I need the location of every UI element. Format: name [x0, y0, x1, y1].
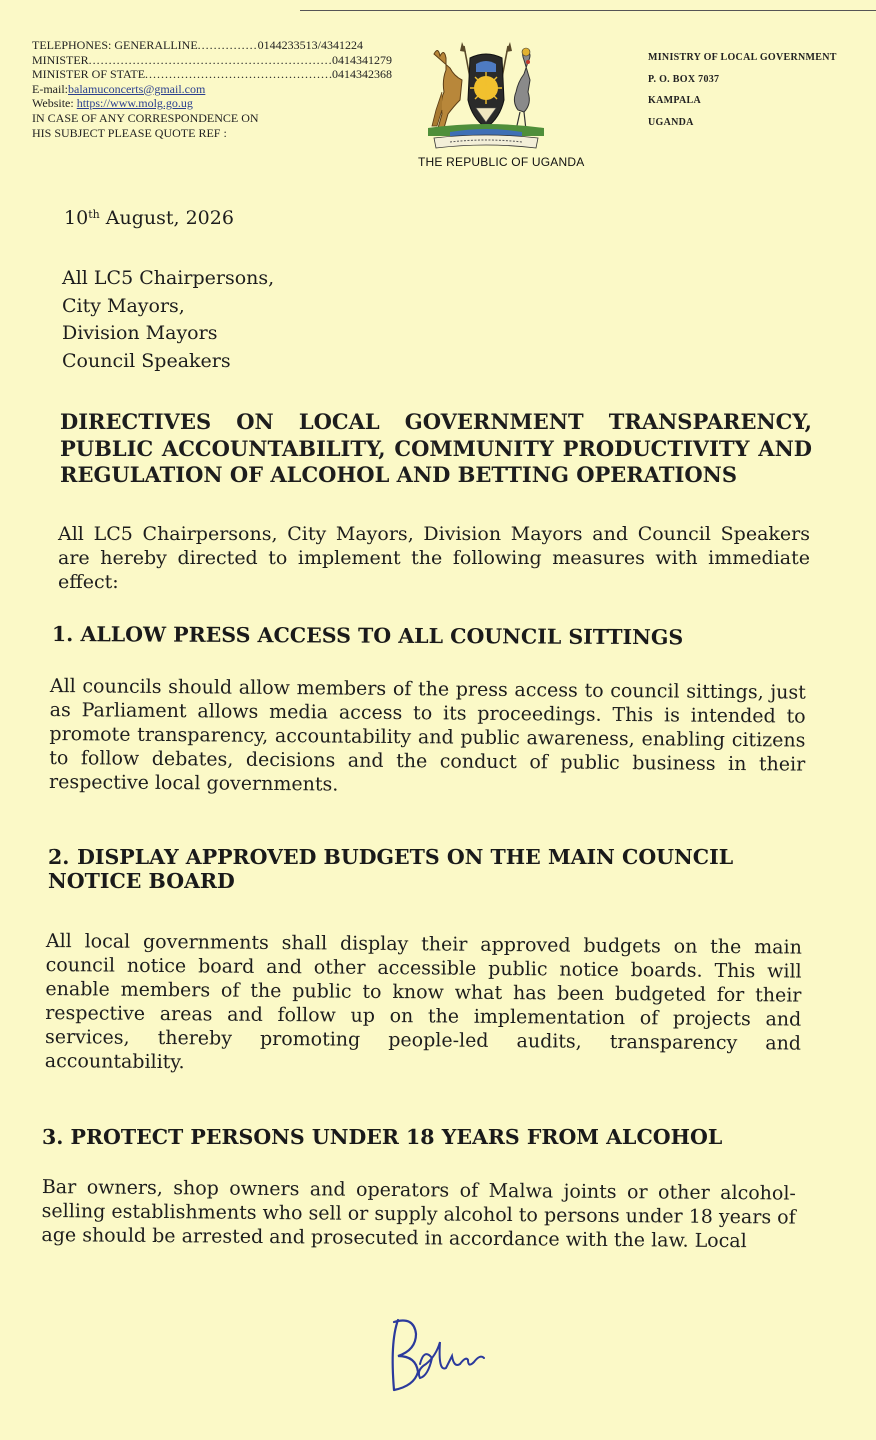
leader-dots: [198, 38, 258, 53]
section-3-heading: 3. PROTECT PERSONS UNDER 18 YEARS FROM ALCOHOL: [42, 1125, 723, 1149]
section-2-number: 2.: [48, 845, 70, 869]
title-last-line: REGULATION OF ALCOHOL AND BETTING OPERATIONS: [60, 462, 737, 487]
uganda-coat-of-arms-icon: [420, 40, 552, 152]
ministry-line4: UGANDA: [648, 116, 694, 128]
website-label: Website:: [32, 96, 74, 111]
ministry-address: [648, 47, 837, 133]
contact-details: [32, 38, 392, 140]
ministry-line1: MINISTRY OF LOCAL GOVERNMENT: [648, 52, 837, 63]
telephones-value: 0144233513/4341224: [257, 38, 363, 52]
minister-row: [32, 53, 392, 68]
leader-dots: [89, 53, 332, 68]
minister-label: MINISTER: [32, 52, 89, 67]
republic-label: THE REPUBLIC OF UGANDA: [418, 155, 585, 169]
addressee-line: Division Mayors: [62, 322, 218, 344]
email-row: [32, 82, 392, 97]
date-suffix: th: [88, 208, 100, 221]
ministry-line2: P. O. BOX 7037: [648, 73, 720, 85]
addressee-block: [62, 265, 274, 375]
addressee-line: Council Speakers: [62, 349, 231, 372]
addressee-line: All LC5 Chairpersons,: [62, 267, 275, 289]
quote-ref-line1: IN CASE OF ANY CORRESPONDENCE ON: [32, 110, 259, 125]
minister-state-value: 0414342368: [332, 67, 392, 82]
telephones-row: [32, 38, 392, 53]
website-link[interactable]: https://www.molg.go.ug: [76, 96, 193, 111]
section-2-heading-text: DISPLAY APPROVED BUDGETS ON THE MAIN COUNCIL NOTICE BOARD: [48, 845, 734, 893]
telephones-label: TELEPHONES: GENERALLINE: [32, 38, 198, 52]
minister-state-label: MINISTER OF STATE: [32, 67, 146, 82]
letter-date: [64, 207, 234, 229]
minister-state-row: [32, 67, 392, 82]
header-rule: [300, 10, 876, 11]
email-link[interactable]: balamuconcerts@gmail.com: [68, 81, 206, 96]
title-main: DIRECTIVES ON LOCAL GOVERNMENT TRANSPARENCY, PUBLIC ACCOUNTABILITY, COMMUNITY PRODUCTIVITY AND: [60, 409, 812, 461]
section-3-body: Bar owners, shop owners and operators of Malwa joints or other alcohol-selling establishments who sell or supply alcohol to persons under 18 years of age should be arrested and prosecuted in accordance with the law. Local: [41, 1176, 796, 1253]
section-2-heading: [48, 845, 808, 893]
section-2-body: All local governments shall display their approved budgets on the main council notice board and other accessible public notice boards. This will enable members of the public to know what has been budgeted for their respective areas and follow up on the implementation of projects and services, thereby promoting people-led audits, transparency and accountability.: [44, 929, 802, 1074]
addressee-line: City Mayors,: [62, 294, 185, 317]
handwritten-signature-icon: [380, 1312, 500, 1398]
intro-paragraph: All LC5 Chairpersons, City Mayors, Division Mayors and Council Speakers are hereby directed to implement the following measures with immediate effect:: [58, 523, 810, 593]
quote-ref-line2: HIS SUBJECT PLEASE QUOTE REF :: [32, 125, 227, 140]
ministry-line3: KAMPALA: [648, 95, 702, 106]
letter-title: [60, 409, 812, 489]
leader-dots: [145, 67, 332, 82]
section-1-heading: 1. ALLOW PRESS ACCESS TO ALL COUNCIL SITTINGS: [51, 622, 684, 650]
date-day: 10: [64, 207, 89, 229]
email-label: E-mail:: [32, 81, 68, 96]
minister-value: 0414341279: [332, 52, 392, 67]
website-row: [32, 96, 392, 111]
date-rest: August, 2026: [99, 207, 234, 229]
section-1-body: All councils should allow members of the press access to council sittings, just as Parliament allows media access to its proceedings. This is intended to promote transparency, accountability and public awareness, enabling citizens to follow debates, decisions and the conduct of public business in their respective local governments.: [48, 674, 806, 796]
